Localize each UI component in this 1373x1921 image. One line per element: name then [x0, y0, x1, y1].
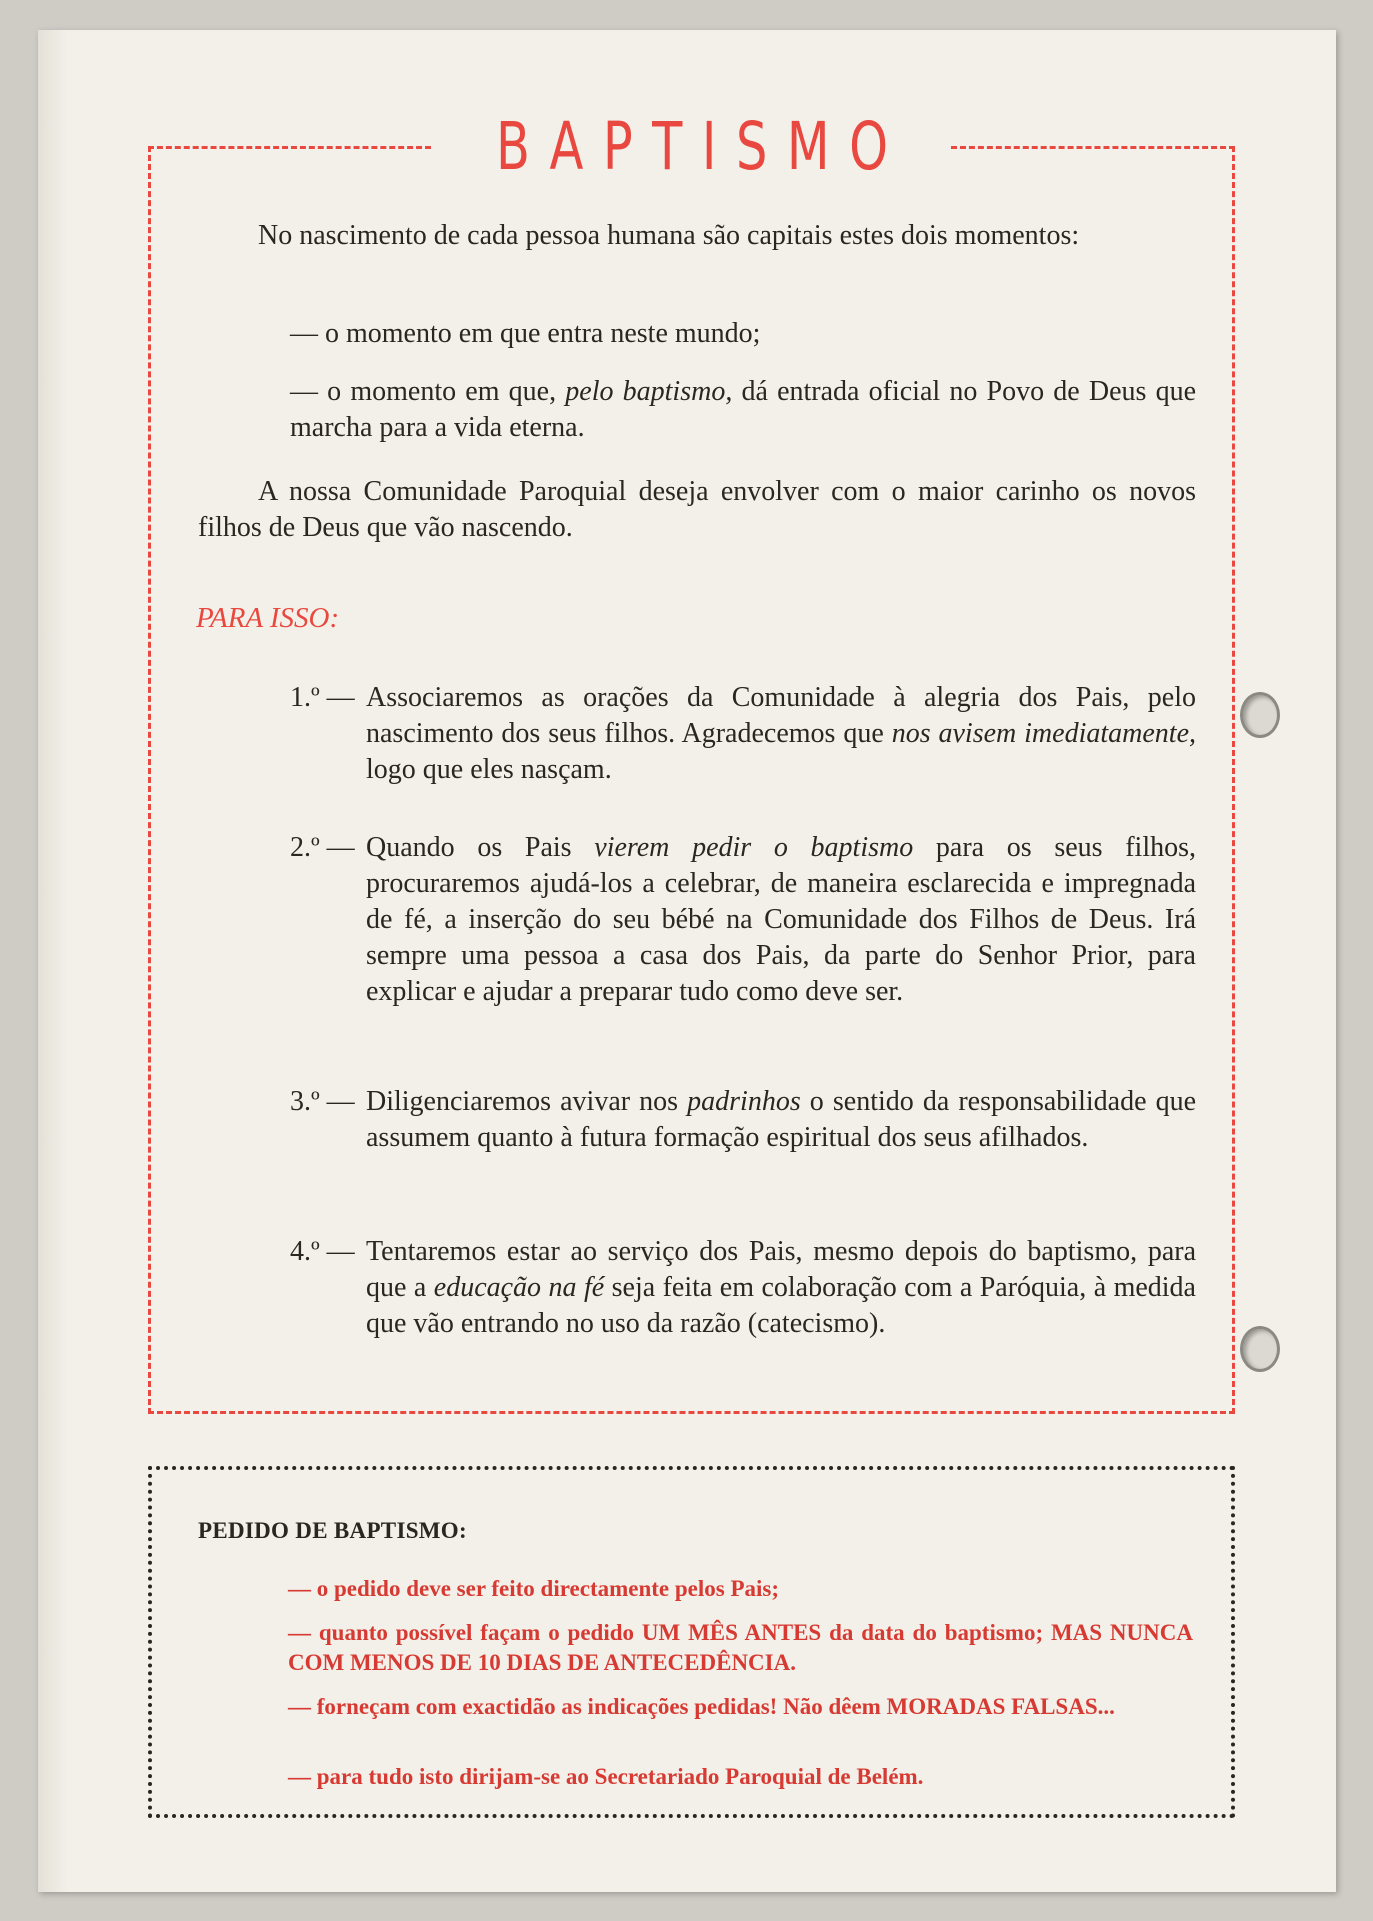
- moment-one: — o momento em que entra neste mundo;: [290, 318, 761, 349]
- item-text: [366, 830, 1196, 1010]
- item-text-a: Associaremos as orações da Comunidade à alegria dos Pais, pelo nascimento dos seus filhos. Agradecemos que: [366, 682, 1196, 749]
- item-text-emphasis: vierem pedir o baptismo: [594, 832, 914, 863]
- item-number: 3.º —: [290, 1086, 355, 1117]
- community-paragraph: A nossa Comunidade Paroquial deseja envolver com o maior carinho os novos filhos de Deus que vão nascendo.: [198, 476, 1196, 543]
- item-text: [366, 1234, 1196, 1342]
- moment-two: [290, 374, 1196, 446]
- item-text-c: seja feita em colaboração com a Paróquia, à medida que vão entrando no uso da razão (catecismo).: [366, 1272, 1196, 1339]
- request-line: — para tudo isto dirijam-se ao Secretariado Paroquial de Belém.: [288, 1764, 924, 1789]
- frame-top-left-border: [148, 146, 431, 149]
- item-text-a: Diligenciaremos avivar nos: [366, 1086, 688, 1117]
- request-line: — forneçam com exactidão as indicações pedidas! Não dêem MORADAS FALSAS...: [288, 1694, 1115, 1719]
- item-text-c: para os seus filhos, procuraremos ajudá-los a celebrar, de maneira esclarecida e impregnada de fé, a inserção do seu bébé na Comunidade dos Filhos de Deus. Irá sempre uma pessoa a casa dos Pais, da parte do Senhor Prior, para explicar e ajudar a preparar tudo como deve ser.: [366, 832, 1197, 1007]
- item-number: 2.º —: [290, 832, 355, 863]
- item-text-c: o sentido da responsabilidade que assumem quanto à futura formação espiritual dos seus afilhados.: [366, 1086, 1197, 1153]
- para-isso-heading: PARA ISSO:: [196, 602, 340, 634]
- request-line: — o pedido deve ser feito directamente pelos Pais;: [288, 1576, 780, 1601]
- moment-two-c: dá entrada oficial no Povo de Deus que marcha para a vida eterna.: [290, 376, 1196, 443]
- moment-two-emphasis: pelo baptismo,: [565, 376, 733, 407]
- page-title: BAPTISMO: [496, 108, 908, 185]
- item-text-a: Quando os Pais: [366, 832, 595, 863]
- page-binding-edge: [38, 30, 68, 1892]
- intro-paragraph: No nascimento de cada pessoa humana são capitais estes dois momentos:: [258, 220, 1080, 251]
- item-text-a: Tentaremos estar ao serviço dos Pais, mesmo depois do baptismo, para que a: [366, 1236, 1196, 1303]
- punch-hole-upper: [1240, 692, 1280, 738]
- item-text-emphasis: padrinhos: [687, 1086, 801, 1117]
- item-number: 4.º —: [290, 1236, 355, 1267]
- request-line: — quanto possível façam o pedido UM MÊS ANTES da data do baptismo; MAS NUNCA COM MENOS DE 10 DIAS DE ANTECEDÊNCIA.: [288, 1620, 1193, 1675]
- item-text: [366, 680, 1196, 788]
- frame-top-right-border: [951, 146, 1235, 149]
- moment-two-a: — o momento em que,: [290, 376, 566, 407]
- item-text: [366, 1084, 1196, 1156]
- punch-hole-lower: [1240, 1326, 1280, 1372]
- request-title: PEDIDO DE BAPTISMO:: [198, 1518, 467, 1543]
- item-number: 1.º —: [290, 682, 355, 713]
- item-text-c: logo que eles nasçam.: [366, 754, 612, 785]
- item-text-emphasis: nos avisem imediatamente,: [891, 718, 1196, 749]
- item-text-emphasis: educação na fé: [433, 1272, 605, 1303]
